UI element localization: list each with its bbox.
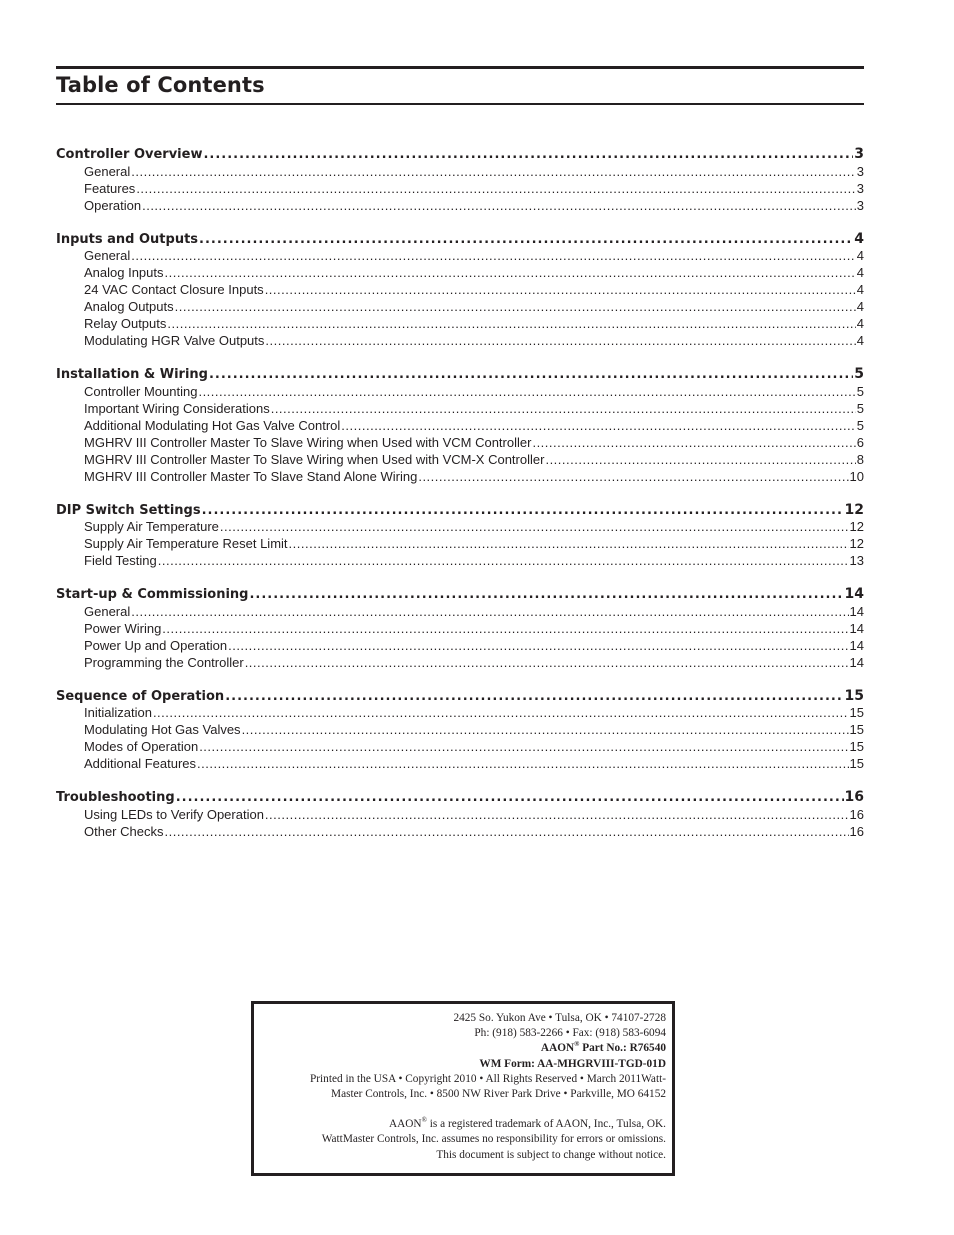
- toc-entry-label: MGHRV III Controller Master To Slave Wiring when Used with VCM-X Controller: [84, 451, 545, 467]
- dot-leader: [164, 824, 848, 839]
- footer-printed-line-2: Master Controls, Inc. • 8500 NW River Park Drive • Parkville, MO 64152: [331, 1088, 666, 1101]
- toc-entry-label: Analog Outputs: [84, 299, 174, 314]
- toc-section-heading[interactable]: [56, 586, 864, 604]
- toc-entry-label: Field Testing: [84, 553, 157, 568]
- toc-entry[interactable]: [56, 181, 864, 198]
- toc-section-page: 12: [844, 501, 864, 518]
- toc-entry[interactable]: [56, 435, 864, 452]
- toc-entry-label: MGHRV III Controller Master To Slave Wiring when Used with VCM Controller: [84, 434, 532, 450]
- footer-trademark: AAON® is a registered trademark of AAON, Inc., Tulsa, OK.: [388, 1116, 666, 1131]
- toc-entry-label: Power Wiring: [84, 620, 162, 636]
- toc-entry-page: 14: [849, 654, 864, 670]
- dot-leader: [545, 452, 855, 467]
- dot-leader: [265, 807, 849, 822]
- toc-section-heading[interactable]: [56, 231, 864, 249]
- toc-entry[interactable]: [56, 756, 864, 773]
- title-underline: [56, 103, 864, 105]
- toc-entry-page: 12: [849, 519, 864, 534]
- dot-leader: [271, 401, 856, 416]
- footer-disclaimer-1: WattMaster Controls, Inc. assumes no responsibility for errors or omissions.: [321, 1133, 666, 1146]
- toc-entry-label: Analog Inputs: [84, 265, 164, 280]
- footer-part-number: AAON® Part No.: R76540: [540, 1040, 666, 1055]
- dot-leader: [165, 265, 856, 280]
- dot-leader: [199, 232, 853, 247]
- toc-entry[interactable]: [56, 384, 864, 401]
- dot-leader: [198, 384, 855, 399]
- dot-leader: [289, 536, 849, 551]
- toc-section-title: Sequence of Operation: [56, 688, 225, 704]
- toc-section-heading[interactable]: [56, 688, 864, 706]
- toc-entry-label: Modes of Operation: [84, 739, 199, 754]
- dot-leader: [228, 638, 848, 653]
- toc-entry-page: 14: [849, 637, 864, 653]
- toc-entry-label: Power Up and Operation: [84, 637, 228, 653]
- toc-entry-label: Initialization: [84, 705, 152, 720]
- toc-entry[interactable]: [56, 418, 864, 435]
- toc-entry-page: 15: [849, 739, 864, 754]
- toc-entry-page: 4: [856, 299, 864, 314]
- toc-entry-page: 5: [856, 400, 864, 416]
- toc-entry-page: 4: [856, 282, 864, 297]
- footer-address: 2425 So. Yukon Ave • Tulsa, OK • 74107-2728: [453, 1012, 666, 1024]
- dot-leader: [265, 333, 855, 348]
- toc-entry-label: General: [84, 603, 131, 619]
- toc-entry[interactable]: [56, 638, 864, 655]
- footer-disclaimer-2: This document is subject to change without notice.: [436, 1148, 666, 1161]
- toc-entry[interactable]: [56, 722, 864, 739]
- toc-entry-page: 15: [849, 756, 864, 771]
- dot-leader: [532, 435, 855, 450]
- toc-entry[interactable]: [56, 553, 864, 570]
- toc-entry-page: 4: [856, 333, 864, 348]
- toc-section: [56, 789, 864, 841]
- top-rule: [56, 66, 864, 69]
- toc-entry-label: Additional Features: [84, 756, 197, 771]
- footer-wm-form: WM Form: AA-MHGRVIII-TGD-01D: [479, 1057, 666, 1070]
- toc-entry-label: Supply Air Temperature Reset Limit: [84, 536, 288, 551]
- toc-entry-page: 16: [849, 823, 864, 839]
- toc-section-heading[interactable]: [56, 789, 864, 807]
- toc-entry[interactable]: [56, 452, 864, 469]
- dot-leader: [197, 756, 849, 771]
- toc-section: [56, 231, 864, 351]
- toc-entry-label: Using LEDs to Verify Operation: [84, 806, 264, 822]
- toc-entry[interactable]: [56, 333, 864, 350]
- table-of-contents: [56, 146, 864, 857]
- toc-entry-page: 4: [856, 265, 864, 280]
- toc-entry-label: Modulating HGR Valve Outputs: [84, 333, 265, 348]
- dot-leader: [265, 282, 856, 297]
- dot-leader: [203, 147, 853, 162]
- toc-entry-page: 14: [849, 603, 864, 619]
- toc-section-heading[interactable]: [56, 502, 864, 520]
- toc-entry-page: 8: [856, 451, 864, 467]
- toc-entry-label: 24 VAC Contact Closure Inputs: [84, 282, 264, 297]
- dot-leader: [162, 621, 848, 636]
- dot-leader: [199, 739, 848, 754]
- toc-entry[interactable]: [56, 621, 864, 638]
- toc-entry-label: Controller Mounting: [84, 383, 198, 399]
- toc-entry-label: Relay Outputs: [84, 316, 167, 331]
- dot-leader: [131, 164, 856, 179]
- toc-entry[interactable]: [56, 469, 864, 486]
- toc-section-title: Troubleshooting: [56, 790, 175, 805]
- toc-entry[interactable]: [56, 299, 864, 316]
- dot-leader: [220, 519, 849, 534]
- footer-phone: Ph: (918) 583-2266 • Fax: (918) 583-6094: [474, 1027, 666, 1040]
- toc-entry-page: 15: [849, 722, 864, 737]
- toc-entry[interactable]: [56, 824, 864, 841]
- toc-section-heading[interactable]: [56, 146, 864, 164]
- dot-leader: [175, 299, 856, 314]
- toc-entry-label: Modulating Hot Gas Valves: [84, 722, 241, 737]
- toc-entry-page: 3: [856, 163, 864, 179]
- dot-leader: [167, 316, 855, 331]
- toc-section: [56, 366, 864, 486]
- toc-section-page: 14: [844, 586, 864, 602]
- toc-section: [56, 688, 864, 774]
- dot-leader: [131, 248, 856, 263]
- toc-entry-label: Features: [84, 180, 136, 196]
- dot-leader: [158, 553, 849, 568]
- toc-entry[interactable]: [56, 248, 864, 265]
- toc-section: [56, 502, 864, 571]
- toc-entry-label: Operation: [84, 197, 142, 213]
- toc-entry[interactable]: [56, 705, 864, 722]
- toc-entry-page: 15: [849, 705, 864, 720]
- footer-imprint-box: [251, 1001, 675, 1176]
- toc-entry-page: 10: [849, 468, 864, 484]
- toc-entry-page: 3: [856, 197, 864, 213]
- dot-leader: [202, 503, 844, 518]
- toc-entry-page: 14: [849, 620, 864, 636]
- dot-leader: [225, 689, 843, 704]
- toc-entry-label: General: [84, 163, 131, 179]
- toc-entry-page: 4: [856, 316, 864, 331]
- toc-entry-page: 4: [856, 248, 864, 263]
- toc-entry-label: Additional Modulating Hot Gas Valve Control: [84, 417, 341, 433]
- dot-leader: [249, 587, 843, 602]
- toc-entry[interactable]: [56, 316, 864, 333]
- toc-entry[interactable]: [56, 519, 864, 536]
- toc-section-title: Inputs and Outputs: [56, 231, 199, 247]
- dot-leader: [245, 655, 849, 670]
- toc-section-title: Installation & Wiring: [56, 367, 208, 382]
- dot-leader: [341, 418, 855, 433]
- dot-leader: [209, 367, 853, 382]
- toc-section-page: 4: [854, 230, 864, 247]
- toc-entry[interactable]: [56, 265, 864, 282]
- toc-entry-page: 5: [856, 417, 864, 433]
- toc-entry[interactable]: [56, 655, 864, 672]
- toc-section-page: 3: [854, 146, 864, 162]
- toc-entry[interactable]: [56, 536, 864, 553]
- toc-entry[interactable]: [56, 739, 864, 756]
- toc-entry-label: General: [84, 248, 131, 263]
- toc-entry-label: Supply Air Temperature: [84, 519, 219, 534]
- toc-entry[interactable]: [56, 604, 864, 621]
- footer-printed-line-1: Printed in the USA • Copyright 2010 • All Rights Reserved • March 2011Watt-: [309, 1072, 666, 1085]
- toc-entry[interactable]: [56, 282, 864, 299]
- toc-entry-page: 5: [856, 383, 864, 399]
- dot-leader: [136, 181, 855, 196]
- page-title: Table of Contents: [56, 73, 265, 97]
- toc-entry-label: Other Checks: [84, 823, 164, 839]
- dot-leader: [142, 198, 856, 213]
- dot-leader: [418, 469, 848, 484]
- toc-entry[interactable]: [56, 198, 864, 215]
- toc-entry-label: Programming the Controller: [84, 654, 244, 670]
- toc-section: [56, 586, 864, 672]
- toc-section: [56, 146, 864, 215]
- toc-section-title: Start-up & Commissioning: [56, 587, 249, 602]
- dot-leader: [176, 790, 844, 805]
- toc-entry[interactable]: [56, 401, 864, 418]
- toc-entry-label: MGHRV III Controller Master To Slave Stand Alone Wiring: [84, 468, 418, 484]
- toc-entry-page: 13: [849, 553, 864, 568]
- toc-entry-page: 12: [849, 536, 864, 551]
- toc-section-title: Controller Overview: [56, 147, 203, 162]
- dot-leader: [131, 604, 848, 619]
- toc-entry[interactable]: [56, 164, 864, 181]
- toc-entry-page: 3: [856, 180, 864, 196]
- toc-entry[interactable]: [56, 807, 864, 824]
- toc-section-heading[interactable]: [56, 366, 864, 384]
- toc-section-page: 15: [844, 687, 864, 704]
- toc-entry-label: Important Wiring Considerations: [84, 400, 270, 416]
- toc-section-page: 16: [844, 789, 864, 805]
- dot-leader: [153, 705, 849, 720]
- toc-section-title: DIP Switch Settings: [56, 502, 201, 518]
- toc-section-page: 5: [854, 366, 864, 382]
- toc-entry-page: 6: [856, 434, 864, 450]
- toc-entry-page: 16: [849, 806, 864, 822]
- dot-leader: [242, 722, 849, 737]
